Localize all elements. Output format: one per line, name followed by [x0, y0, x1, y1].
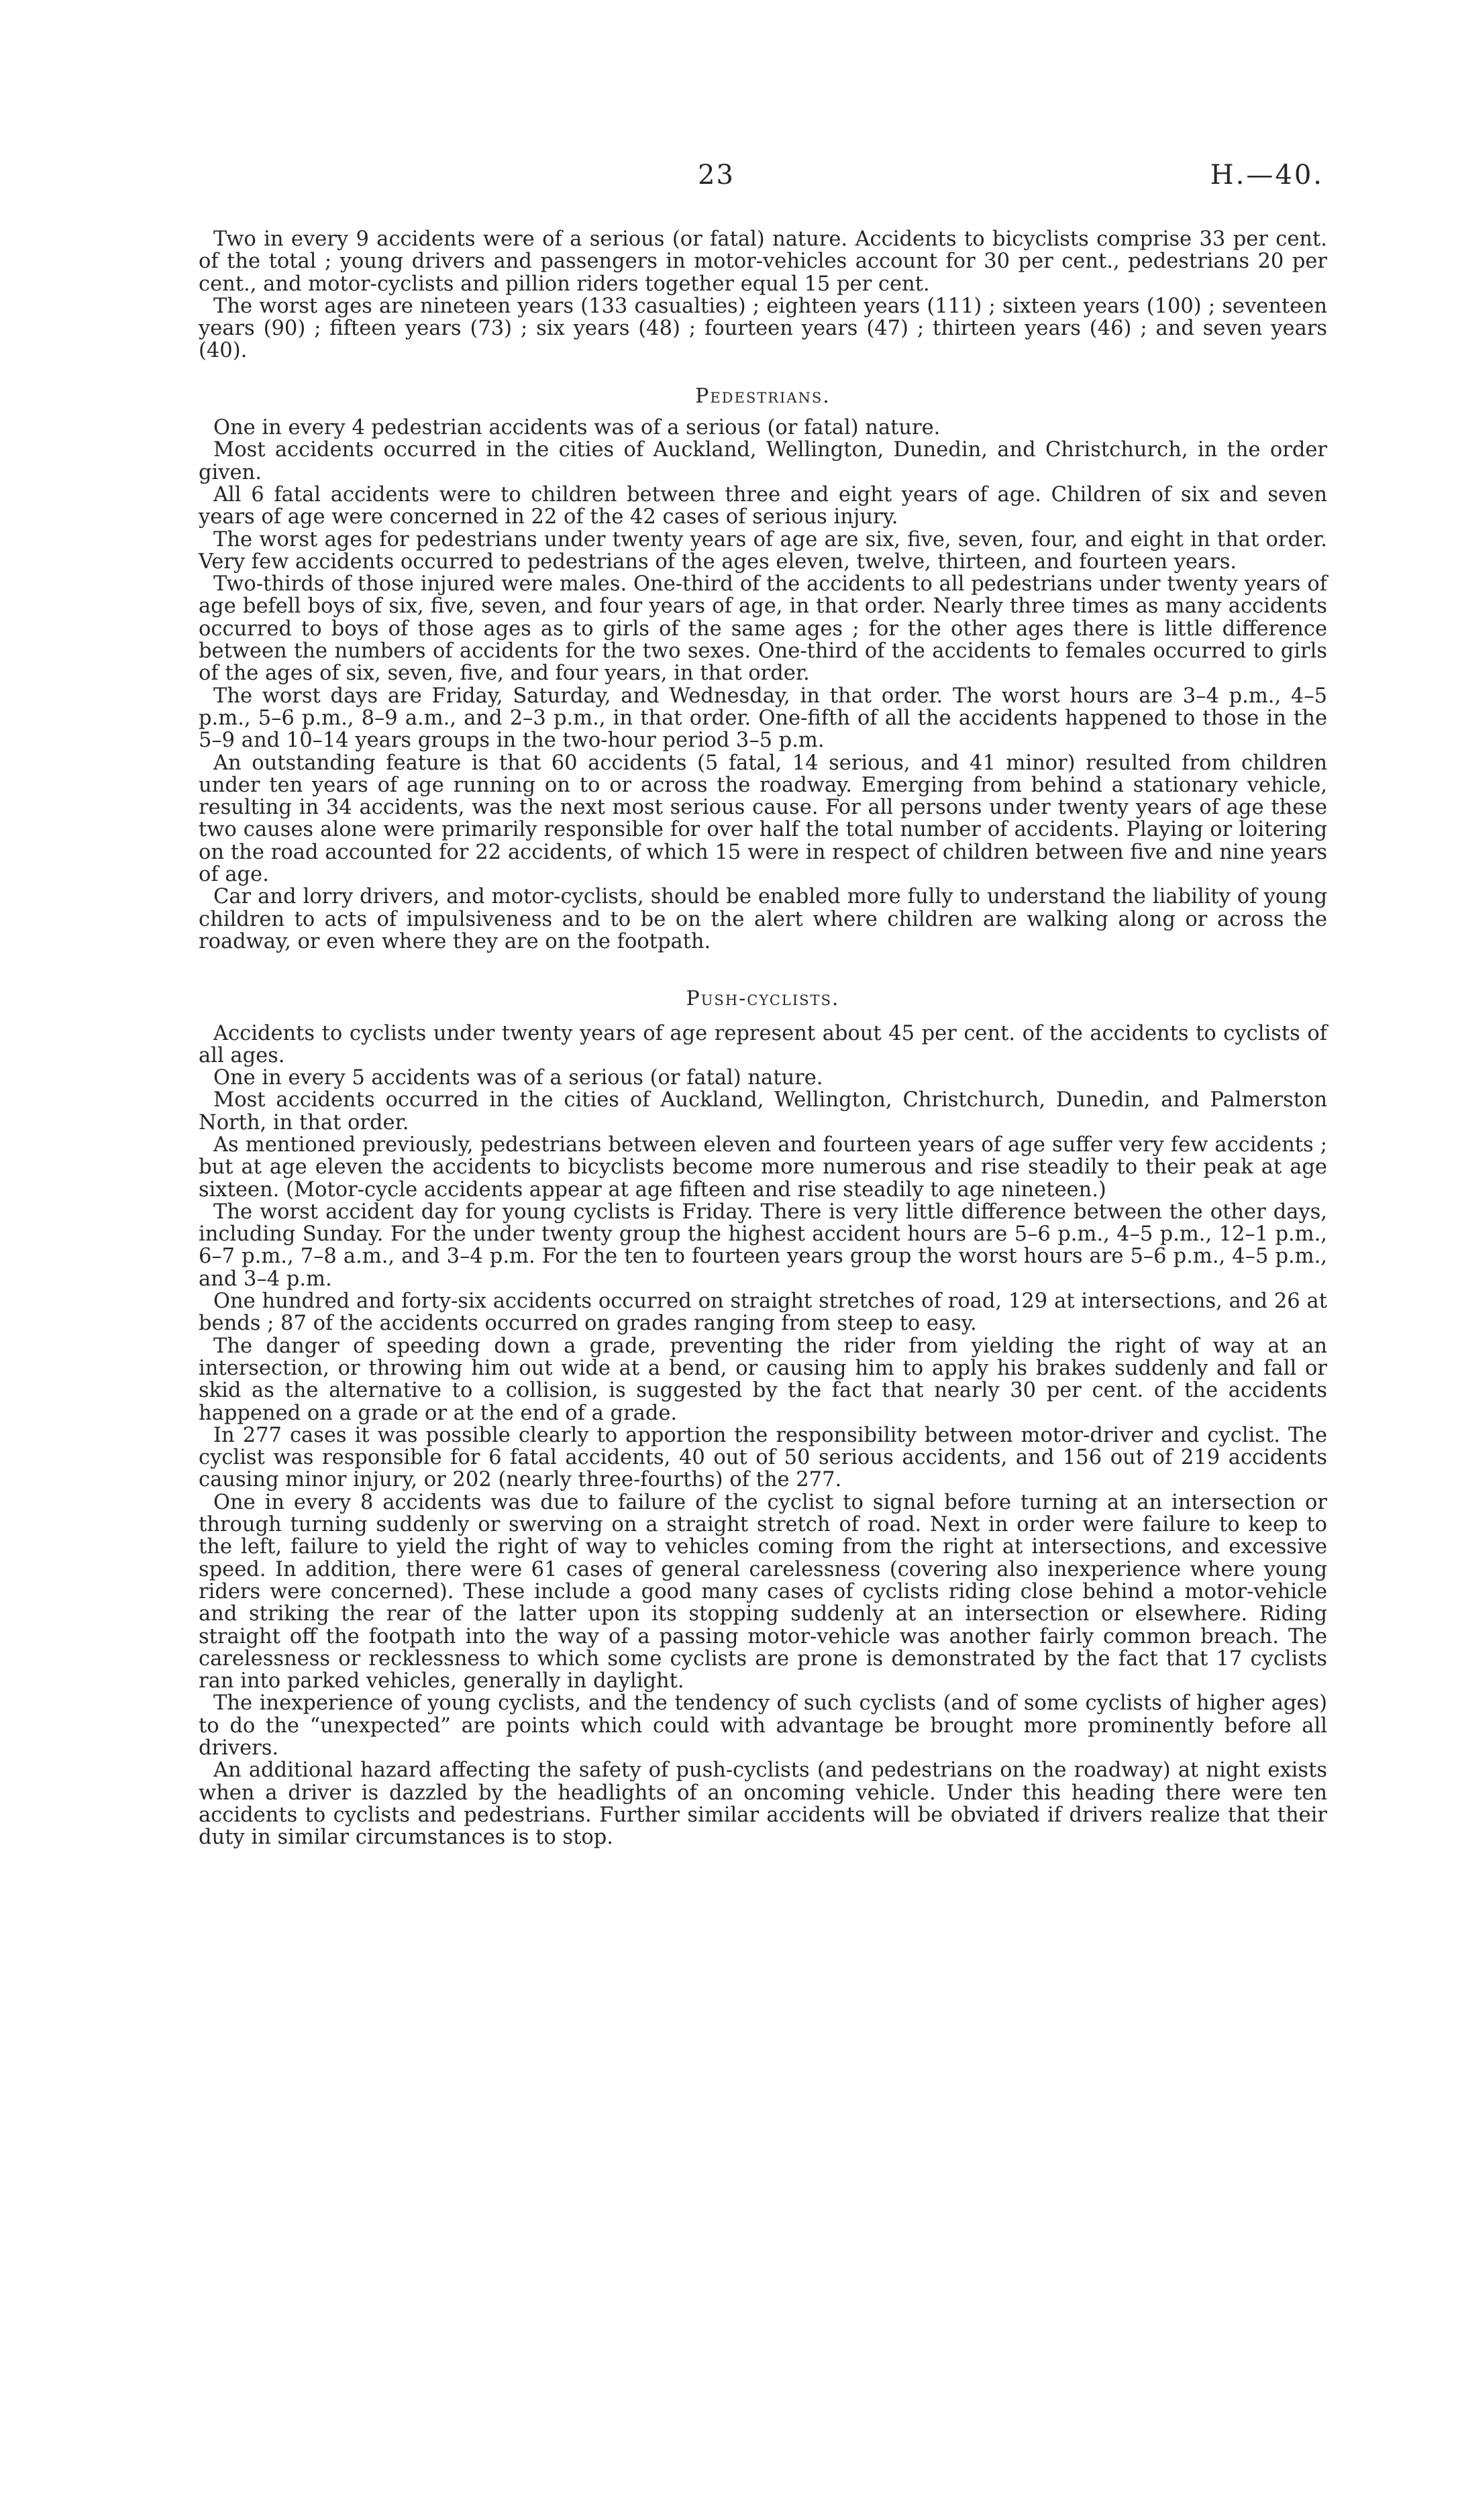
paragraph: An outstanding feature is that 60 accidents (5 fatal, 14 serious, and 41 minor) resulted from children under ten years of age running on to or across the roadway. Emerging from behind a stationary vehicle, resulting in 34 accidents, was the next most serious cause. For all persons under twenty years of age these two causes alone were primarily responsible for over half the total number of accidents. Playing or loitering on the road accounted for 22 accidents, of which 15 were in respect of children between five and nine years of age. — [199, 751, 1327, 887]
paragraph: The worst ages for pedestrians under twenty years of age are six, five, seven, four, and eight in that order. Very few accidents occurred to pedestrians of the ages eleven, twelve, thirteen, and fourteen years. — [199, 527, 1327, 574]
paragraph: In 277 cases it was possible clearly to apportion the responsibility between motor-driver and cyclist. The cyclist was responsible for 6 fatal accidents, 40 out of 50 serious accidents, and 156 out of 219 accidents causing minor injury, or 202 (nearly three-fourths) of the 277. — [199, 1423, 1327, 1492]
paragraph: Two-thirds of those injured were males. One-third of the accidents to all pedestrians under twenty years of age befell boys of six, five, seven, and four years of age, in that order. Nearly three times as many accidents occurred to boys of those ages as to girls of the same ages ; for the other ages there is little difference between the numbers of accidents for the two sexes. One-third of the accidents to females occurred to girls of the ages of six, seven, five, and four years, in that order. — [199, 572, 1327, 686]
section-heading-push-cyclists: Push-cyclists. — [686, 987, 840, 1011]
paragraph: The danger of speeding down a grade, preventing the rider from yielding the right of way at an intersection, or throwing him out wide at a bend, or causing him to apply his brakes suddenly and fall or skid as the alternative to a collision, is suggested by the fact that nearly 30 per cent. of the accidents happened on a grade or at the end of a grade. — [199, 1334, 1327, 1425]
page-header — [0, 160, 1458, 213]
document-reference: H.—40. — [1210, 160, 1324, 191]
section-heading-pedestrians: Pedestrians. — [695, 384, 831, 408]
paragraph: One hundred and forty-six accidents occurred on straight stretches of road, 129 at intersections, and 26 at bends ; 87 of the accidents occurred on grades ranging from steep to easy. — [199, 1290, 1327, 1336]
paragraph: The worst accident day for young cyclists is Friday. There is very little difference between the other days, including Sunday. For the under twenty group the highest accident hours are 5–6 p.m., 4–5 p.m., 12–1 p.m., 6–7 p.m., 7–8 a.m., and 3–4 p.m. For the ten to fourteen years group the worst hours are 5–6 p.m., 4–5 p.m., and 3–4 p.m. — [199, 1200, 1327, 1291]
paragraph: One in every 4 pedestrian accidents was of a serious (or fatal) nature. — [213, 416, 941, 440]
paragraph: Accidents to cyclists under twenty years of age represent about 45 per cent. of the accidents to cyclists of all ages. — [199, 1021, 1327, 1067]
paragraph: The worst ages are nineteen years (133 casualties) ; eighteen years (111) ; sixteen years (100) ; seventeen years (90) ; fifteen years (73) ; six years (48) ; fourteen years (47) ; thirteen years (46) ; and seven years (40). — [199, 294, 1327, 363]
paragraph: Car and lorry drivers, and motor-cyclists, should be enabled more fully to understand the liability of young children to acts of impulsiveness and to be on the alert where children are walking along or across the roadway, or even where they are on the footpath. — [199, 885, 1327, 953]
body-text — [199, 228, 1327, 1848]
paragraph: Most accidents occurred in the cities of Auckland, Wellington, Dunedin, and Christchurch, in the order given. — [199, 438, 1327, 484]
paragraph: Two in every 9 accidents were of a serious (or fatal) nature. Accidents to bicyclists comprise 33 per cent. of the total ; young drivers and passengers in motor-vehicles account for 30 per cent., pedestrians 20 per cent., and motor-cyclists and pillion riders together equal 15 per cent. — [199, 227, 1327, 296]
paragraph: One in every 8 accidents was due to failure of the cyclist to signal before turning at an intersection or through turning suddenly or swerving on a straight stretch of road. Next in order were failure to keep to the left, failure to yield the right of way to vehicles coming from the right at intersections, and excessive speed. In addition, there were 61 cases of general carelessness (covering also inexperience where young riders were concerned). These include a good many cases of cyclists riding close behind a motor-vehicle and striking the rear of the latter upon its stopping suddenly at an intersection or elsewhere. Riding straight off the footpath into the way of a passing motor-vehicle was another fairly common breach. The carelessness or recklessness to which some cyclists are prone is demonstrated by the fact that 17 cyclists ran into parked vehicles, generally in daylight. — [199, 1490, 1327, 1693]
paragraph: Most accidents occurred in the cities of Auckland, Wellington, Christchurch, Dunedin, and Palmerston North, in that order. — [199, 1088, 1327, 1135]
paragraph: All 6 fatal accidents were to children between three and eight years of age. Children of six and seven years of age were concerned in 22 of the 42 cases of serious injury. — [199, 482, 1327, 529]
paragraph: An additional hazard affecting the safety of push-cyclists (and pedestrians on the roadway) at night exists when a driver is dazzled by the headlights of an oncoming vehicle. Under this heading there were ten accidents to cyclists and pedestrians. Further similar accidents will be obviated if drivers realize that their duty in similar circumstances is to stop. — [199, 1758, 1327, 1850]
paragraph: The worst days are Friday, Saturday, and Wednesday, in that order. The worst hours are 3–4 p.m., 4–5 p.m., 5–6 p.m., 8–9 a.m., and 2–3 p.m., in that order. One-fifth of all the accidents happened to those in the 5–9 and 10–14 years groups in the two-hour period 3–5 p.m. — [199, 684, 1327, 753]
paragraph: One in every 5 accidents was of a serious (or fatal) nature. — [213, 1066, 823, 1090]
page-number: 23 — [698, 160, 735, 191]
paragraph: As mentioned previously, pedestrians between eleven and fourteen years of age suffer very few accidents ; but at age eleven the accidents to bicyclists become more numerous and rise steadily to their peak at age sixteen. (Motor-cycle accidents appear at age fifteen and rise steadily to age nineteen.) — [199, 1133, 1327, 1202]
paragraph: The inexperience of young cyclists, and the tendency of such cyclists (and of some cyclists of higher ages) to do the “unexpected” are points which could with advantage be brought more prominently before all drivers. — [199, 1691, 1327, 1760]
